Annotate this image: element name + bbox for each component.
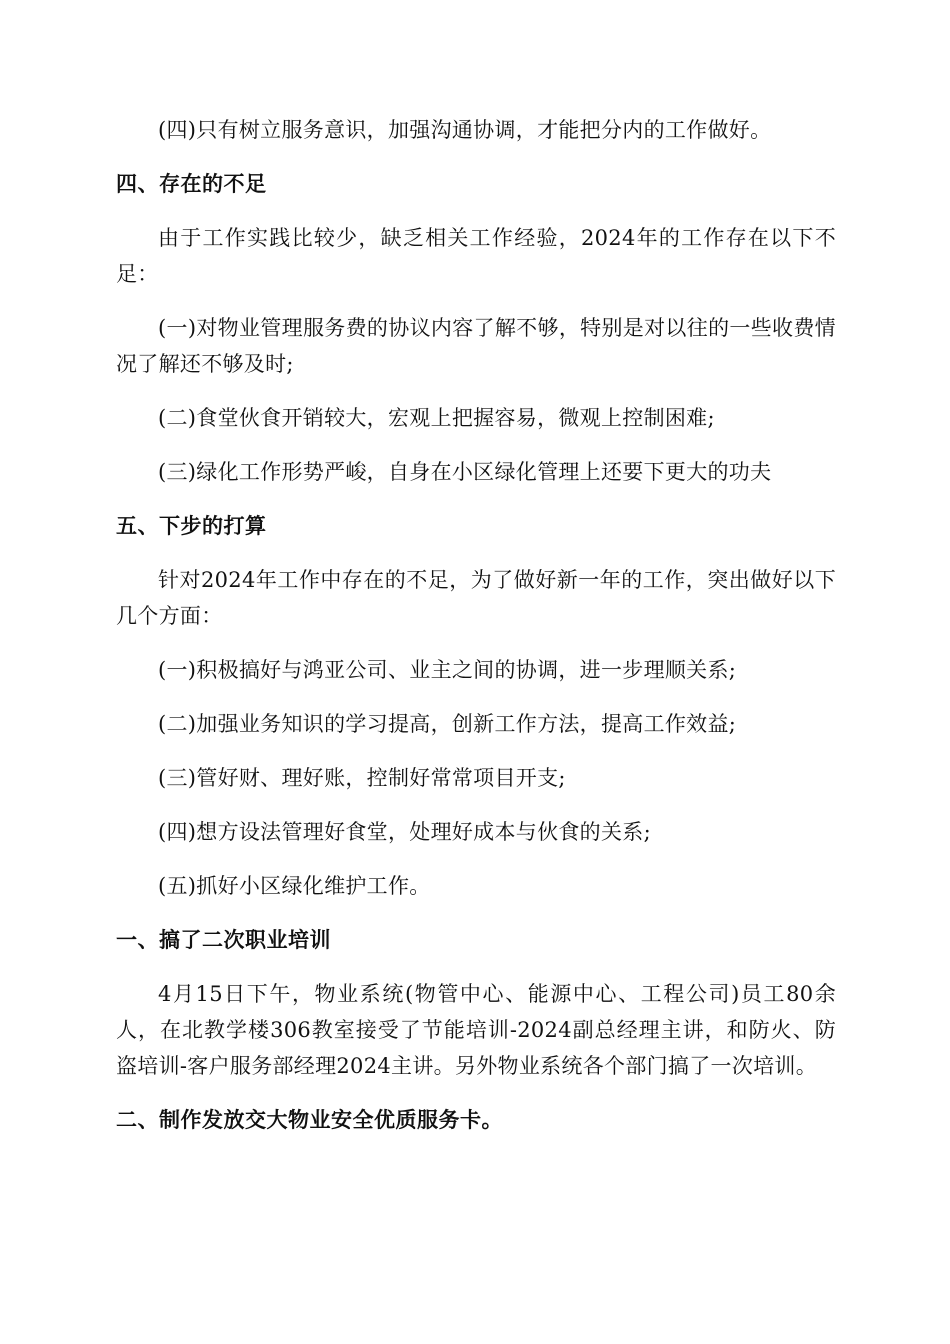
paragraph-shortcomings-intro: 由于工作实践比较少，缺乏相关工作经验，2024年的工作存在以下不足： [116,226,836,286]
paragraph-plan-1: (一)积极搞好与鸿亚公司、业主之间的协调，进一步理顺关系; [158,658,737,682]
document-page [116,112,836,1138]
paragraph-shortcoming-3: (三)绿化工作形势严峻，自身在小区绿化管理上还要下更大的功夫 [158,460,772,484]
heading-shortcomings: 四、存在的不足 [116,172,267,196]
heading-training: 一、搞了二次职业培训 [116,928,331,952]
paragraph-plan-2: (二)加强业务知识的学习提高，创新工作方法，提高工作效益; [158,712,737,736]
heading-service-card: 二、制作发放交大物业安全优质服务卡。 [116,1108,503,1132]
paragraph-plan-5: (五)抓好小区绿化维护工作。 [158,874,431,898]
paragraph-shortcoming-1: (一)对物业管理服务费的协议内容了解不够，特别是对以往的一些收费情况了解还不够及时; [116,316,836,376]
heading-next-steps: 五、下步的打算 [116,514,267,538]
paragraph-next-steps-intro: 针对2024年工作中存在的不足，为了做好新一年的工作，突出做好以下几个方面： [116,568,836,628]
paragraph-service-awareness: (四)只有树立服务意识，加强沟通协调，才能把分内的工作做好。 [158,118,772,142]
paragraph-training-detail: 4月15日下午，物业系统(物管中心、能源中心、工程公司)员工80余人，在北教学楼306教室接受了节能培训-2024副总经理主讲，和防火、防盗培训-客户服务部经理2024主讲。另外物业系统各个部门搞了一次培训。 [116,982,836,1078]
paragraph-plan-4: (四)想方设法管理好食堂，处理好成本与伙食的关系; [158,820,651,844]
paragraph-shortcoming-2: (二)食堂伙食开销较大，宏观上把握容易，微观上控制困难; [158,406,715,430]
paragraph-plan-3: (三)管好财、理好账，控制好常常项目开支; [158,766,566,790]
